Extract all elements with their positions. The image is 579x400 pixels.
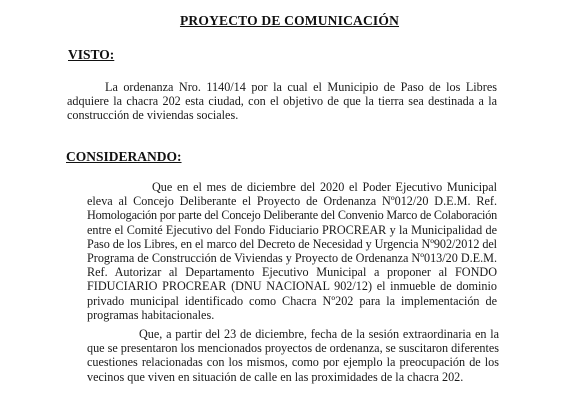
paragraph-line: Homologación por parte del Concejo Deliberante del Convenio Marco de Colaboración [87, 208, 497, 223]
paragraph-line: Que, a partir del 23 de diciembre, fecha de la sesión extraordinaria en la [139, 327, 499, 341]
paragraph-line: Que en el mes de diciembre del 2020 el Poder Ejecutivo Municipal [152, 180, 497, 194]
considerando-paragraph-1 [87, 180, 497, 322]
paragraph-line: Ref. Autorizar al Departamento Ejecutivo Municipal a proponer al FONDO [87, 265, 497, 280]
paragraph-line: que se presentaron los mencionados proyectos de ordenanza, se suscitaron diferentes [87, 341, 499, 356]
considerando-heading: CONSIDERANDO: [66, 149, 182, 164]
paragraph-line: Programa de Construcción de Viviendas y Proyecto de Ordenanza Nº013/20 D.E.M. [87, 251, 497, 266]
document-title: PROYECTO DE COMUNICACIÓN [179, 13, 400, 28]
paragraph-line: vecinos que viven en situación de calle en las proximidades de la chacra 202. [87, 369, 464, 384]
visto-paragraph [67, 80, 497, 123]
visto-line: adquiere la chacra 202 esta ciudad, con el objetivo de que la tierra sea destinada a la [67, 94, 497, 109]
visto-line: La ordenanza Nro. 1140/14 por la cual el Municipio de Paso de los Libres [105, 80, 497, 94]
paragraph-line: FIDUCIARIO PROCREAR (DNU NACIONAL 902/12) el inmueble de dominio [87, 279, 497, 294]
paragraph-line: Paso de los Libres, en el marco del Decreto de Necesidad y Urgencia Nº902/2012 del [87, 236, 497, 251]
paragraph-line: programas habitacionales. [87, 307, 215, 322]
visto-heading: VISTO: [68, 47, 115, 62]
paragraph-line: eleva al Concejo Deliberante el Proyecto de Ordenanza Nº012/20 D.E.M. Ref. [87, 194, 497, 209]
paragraph-line: cuestiones relacionadas con los mismos, como por ejemplo la preocupación de los [87, 355, 499, 370]
considerando-paragraph-2 [87, 327, 499, 384]
paragraph-line: privado municipal identificado como Chacra Nº202 para la implementación de [87, 293, 497, 308]
visto-line: construcción de viviendas sociales. [67, 108, 239, 123]
paragraph-line: entre el Comité Ejecutivo del Fondo Fiduciario PROCREAR y la Municipalidad de [87, 222, 497, 237]
